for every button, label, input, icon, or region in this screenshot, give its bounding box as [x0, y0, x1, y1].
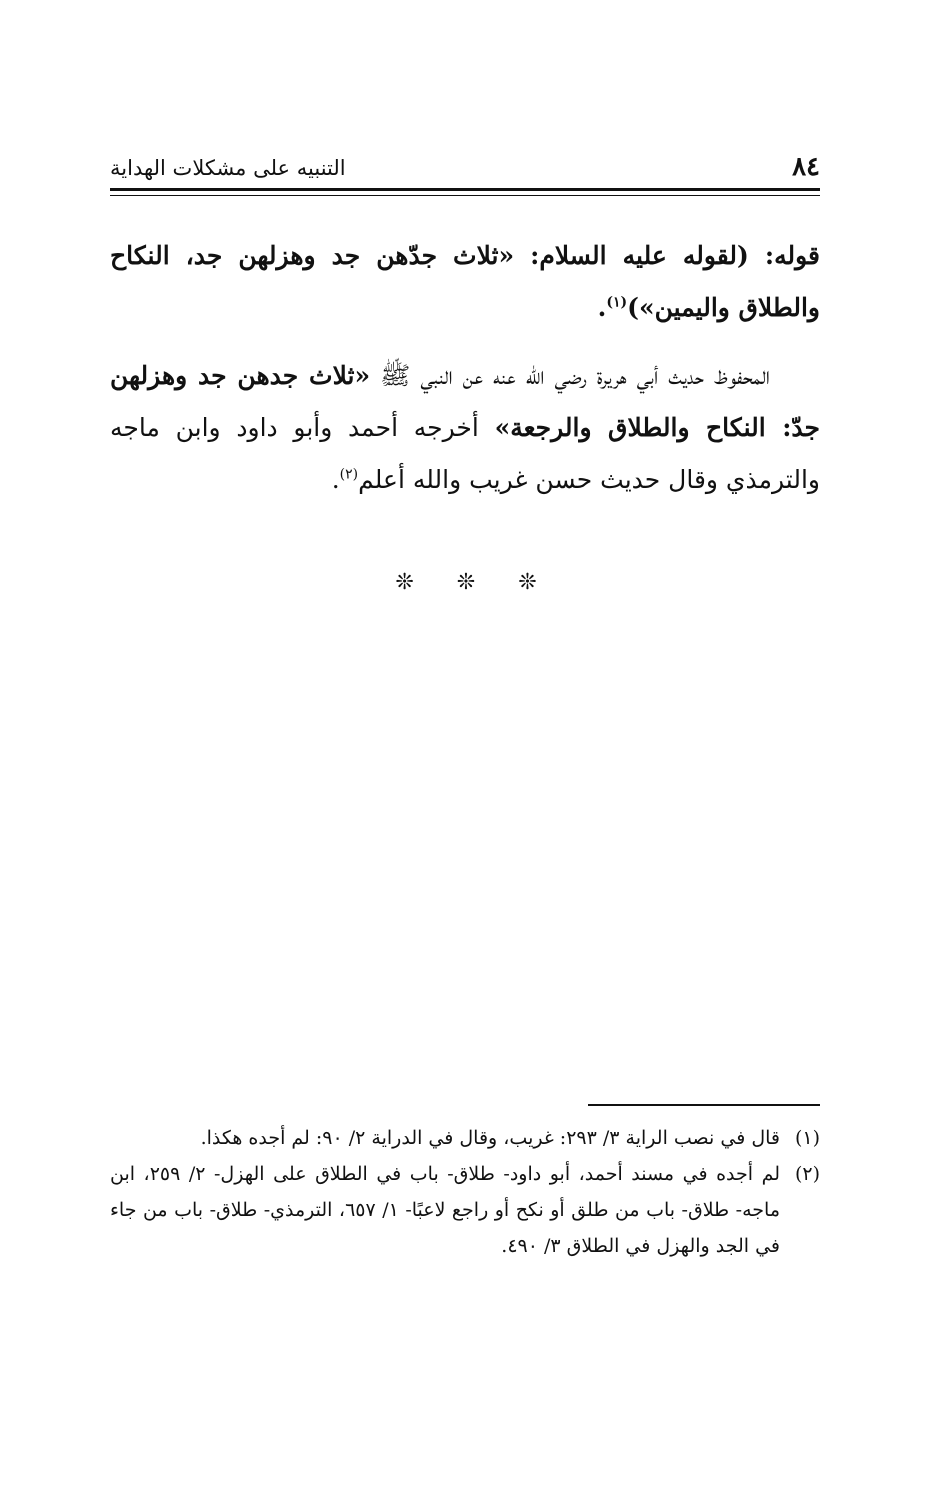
footnote-2-number: (٢): [794, 1163, 820, 1185]
page-number: ٨٤: [792, 152, 820, 182]
paragraph-commentary: [110, 350, 820, 506]
page-header: [110, 150, 820, 186]
footnote-2: [110, 1156, 820, 1264]
footnote-1: [110, 1120, 820, 1156]
main-text: [110, 230, 820, 522]
footnote-2-text: لم أجده في مسند أحمد، أبو داود- طلاق- باب في الطلاق على الهزل- ٢/ ٢٥٩، ابن ماجه- طلاق- باب من طلق أو نكح أو راجع لاعبًا- ١/ ٦٥٧، الترمذي- طلاق- باب من جاء في الجد والهزل في الطلاق ٣/ ٤٩٠.: [110, 1163, 780, 1257]
header-rule-thick: [110, 188, 820, 191]
footnote-1-number: (١): [794, 1127, 820, 1149]
commentary-after: أخرجه أحمد وأبو داود وابن ماجه والترمذي وقال حديث حسن غريب والله أعلم: [110, 413, 820, 494]
paragraph-quote-text: قوله: (لقوله عليه السلام: «ثلاث جدّهن جد وهزلهن جد، النكاح والطلاق واليمين»): [110, 241, 820, 322]
paragraph-quote-end: .: [597, 293, 607, 322]
hadith-text: «ثلاث جدهن جد وهزلهن جدّ: النكاح والطلاق والرجعة»: [110, 361, 820, 442]
paragraph-quote: [110, 230, 820, 334]
commentary-lead: المحفوظ حديث أبي هريرة رضي الله عنه عن النبي ﷺ: [370, 361, 770, 390]
commentary-end: .: [331, 465, 340, 494]
running-title: التنبيه على مشكلات الهداية: [110, 156, 346, 180]
footnote-1-text: قال في نصب الراية ٣/ ٢٩٣: غريب، وقال في الدراية ٢/ ٩٠: لم أجده هكذا.: [200, 1127, 780, 1149]
footnote-rule: [588, 1104, 820, 1106]
footnotes: [110, 1120, 820, 1264]
section-separator: ❊ ❊ ❊: [395, 570, 555, 595]
header-rule-thin: [110, 195, 820, 196]
footnote-ref-1: (١): [606, 294, 628, 311]
footnote-ref-2: (٢): [339, 466, 359, 483]
